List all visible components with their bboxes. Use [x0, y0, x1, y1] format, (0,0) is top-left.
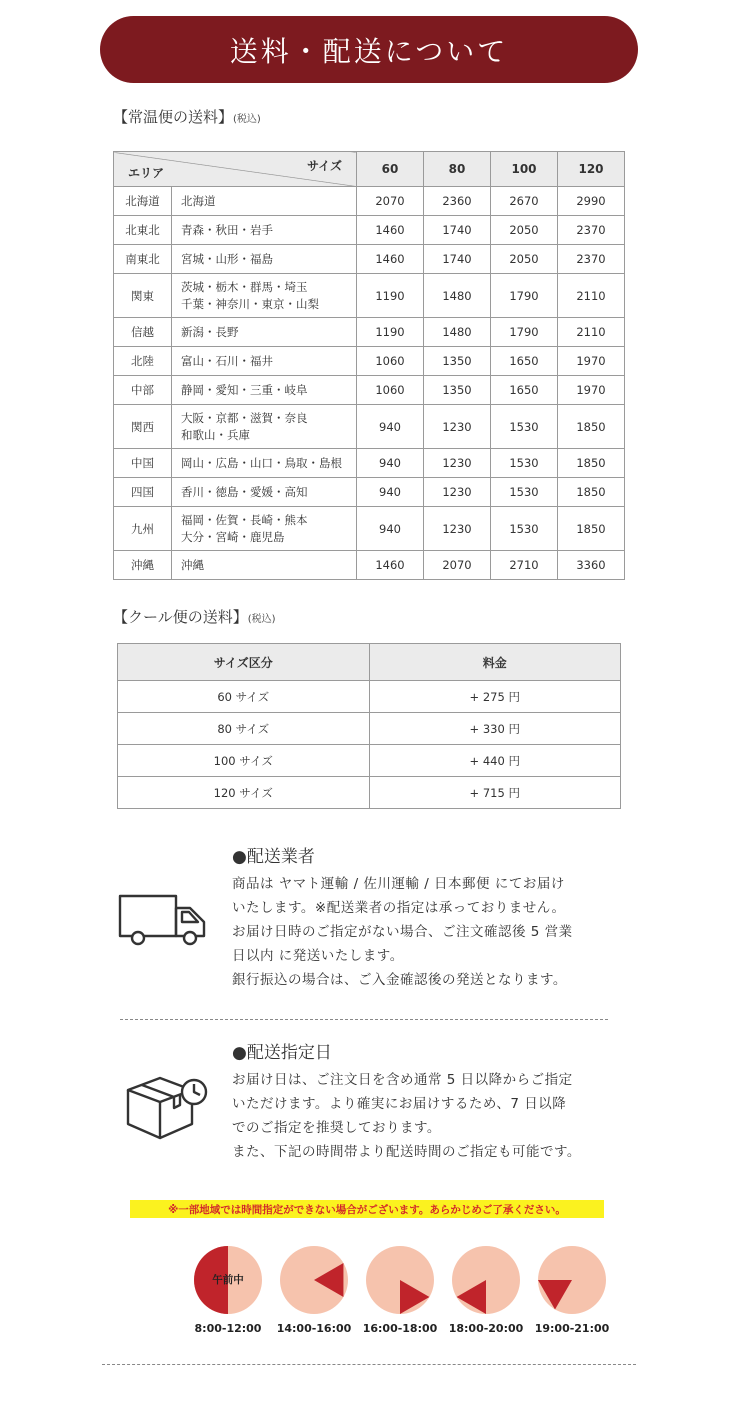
time-slot-clock [279, 1245, 349, 1315]
price-cell: 1850 [558, 449, 625, 478]
price-cell: 1790 [491, 318, 558, 347]
ambient-shipping-table [113, 151, 625, 580]
price-cell: 1230 [424, 507, 491, 551]
table-row [118, 777, 621, 809]
price-cell: 2110 [558, 318, 625, 347]
area-size-header [114, 152, 357, 187]
price-cell: 2050 [491, 245, 558, 274]
table-row [114, 216, 625, 245]
prefecture-cell [172, 245, 357, 274]
cool-section-title [113, 606, 276, 627]
prefecture-line: 香川・徳島・愛媛・高知 [181, 484, 308, 499]
package-clock-icon [122, 1072, 212, 1148]
prefecture-line: 宮城・山形・福島 [181, 251, 273, 266]
price-cell: 1230 [424, 478, 491, 507]
time-slot-clock [193, 1245, 263, 1315]
cool-size-cell: 120 サイズ [118, 777, 370, 809]
delivery-line: でのご指定を推奨しております。 [232, 1120, 441, 1136]
price-cell: 1530 [491, 449, 558, 478]
size-col-100: 100 [491, 152, 558, 187]
table-row [118, 713, 621, 745]
cool-title: 【クール便の送料】 [113, 608, 248, 626]
price-cell: 1190 [357, 318, 424, 347]
table-row [114, 405, 625, 449]
time-designation-notice: ※一部地域では時間指定ができない場合がございます。あらかじめご了承ください。 [130, 1200, 604, 1218]
prefecture-line: 大阪・京都・滋賀・奈良 [181, 410, 308, 425]
prefecture-line: 岡山・広島・山口・鳥取・島根 [181, 455, 342, 470]
price-cell: 1530 [491, 507, 558, 551]
price-cell: 2710 [491, 551, 558, 580]
cool-size-cell: 80 サイズ [118, 713, 370, 745]
price-cell: 1230 [424, 449, 491, 478]
area-cell: 北陸 [114, 347, 172, 376]
price-cell: 2110 [558, 274, 625, 318]
prefecture-cell [172, 318, 357, 347]
table-row [114, 187, 625, 216]
cool-size-cell: 60 サイズ [118, 681, 370, 713]
cool-fee-cell: + 330 円 [369, 713, 621, 745]
price-cell: 1480 [424, 274, 491, 318]
price-cell: 1060 [357, 376, 424, 405]
table-row [114, 449, 625, 478]
prefecture-line: 富山・石川・福井 [181, 353, 273, 368]
morning-badge: 午前中 [212, 1274, 244, 1286]
bottom-divider [102, 1364, 636, 1365]
ambient-tax-note: (税込) [233, 114, 261, 125]
price-cell: 1460 [357, 245, 424, 274]
cool-shipping-table [117, 643, 621, 809]
price-cell: 1060 [357, 347, 424, 376]
carrier-heading: ●配送業者 [232, 847, 315, 867]
ambient-section-title [113, 106, 261, 127]
prefecture-cell [172, 551, 357, 580]
cool-fee-header: 料金 [369, 644, 621, 681]
price-cell: 2360 [424, 187, 491, 216]
price-cell: 940 [357, 478, 424, 507]
time-slot-clock [451, 1245, 521, 1315]
prefecture-cell [172, 478, 357, 507]
time-slot-label: 14:00-16:00 [276, 1322, 352, 1335]
size-col-120: 120 [558, 152, 625, 187]
carrier-line: いたします。※配送業者の指定は承っておりません。 [232, 900, 566, 916]
size-col-80: 80 [424, 152, 491, 187]
time-slot-clock [537, 1245, 607, 1315]
cool-size-cell: 100 サイズ [118, 745, 370, 777]
price-cell: 940 [357, 507, 424, 551]
divider [120, 1019, 608, 1020]
table-row [114, 245, 625, 274]
table-header-row [118, 644, 621, 681]
time-slot-label: 8:00-12:00 [194, 1322, 262, 1335]
price-cell: 1350 [424, 347, 491, 376]
price-cell: 1970 [558, 376, 625, 405]
prefecture-cell [172, 376, 357, 405]
prefecture-line: 茨城・栃木・群馬・埼玉 [181, 279, 308, 294]
carrier-line: 日以内 に発送いたします。 [232, 948, 404, 964]
area-cell: 南東北 [114, 245, 172, 274]
price-cell: 2050 [491, 216, 558, 245]
cool-size-header: サイズ区分 [118, 644, 370, 681]
price-cell: 2370 [558, 245, 625, 274]
prefecture-line: 新潟・長野 [181, 324, 239, 339]
carrier-line: 商品は ヤマト運輸 / 佐川運輸 / 日本郵便 にてお届け [232, 876, 565, 892]
table-row [118, 745, 621, 777]
table-row [118, 681, 621, 713]
time-slot-label: 16:00-18:00 [362, 1322, 438, 1335]
price-cell: 1480 [424, 318, 491, 347]
carrier-line: 銀行振込の場合は、ご入金確認後の発送となります。 [232, 972, 567, 988]
table-header-row [114, 152, 625, 187]
prefecture-line: 沖縄 [181, 557, 204, 572]
prefecture-line: 千葉・神奈川・東京・山梨 [181, 296, 319, 311]
area-cell: 北海道 [114, 187, 172, 216]
price-cell: 1190 [357, 274, 424, 318]
price-cell: 3360 [558, 551, 625, 580]
prefecture-cell [172, 449, 357, 478]
delivery-line: いただけます。より確実にお届けするため、7 日以降 [232, 1096, 567, 1112]
cool-fee-cell: + 275 円 [369, 681, 621, 713]
price-cell: 2070 [424, 551, 491, 580]
price-cell: 1850 [558, 478, 625, 507]
delivery-line: お届け日は、ご注文日を含め通常 5 日以降からご指定 [232, 1072, 573, 1088]
prefecture-line: 大分・宮崎・鹿児島 [181, 529, 285, 544]
price-cell: 1850 [558, 507, 625, 551]
prefecture-cell [172, 405, 357, 449]
price-cell: 2990 [558, 187, 625, 216]
delivery-line: また、下記の時間帯より配送時間のご指定も可能です。 [232, 1144, 581, 1160]
price-cell: 1350 [424, 376, 491, 405]
prefecture-line: 静岡・愛知・三重・岐阜 [181, 382, 308, 397]
price-cell: 940 [357, 449, 424, 478]
time-slot-label: 18:00-20:00 [448, 1322, 524, 1335]
price-cell: 1790 [491, 274, 558, 318]
price-cell: 2370 [558, 216, 625, 245]
area-cell: 沖縄 [114, 551, 172, 580]
prefecture-line: 和歌山・兵庫 [181, 427, 250, 442]
price-cell: 1460 [357, 551, 424, 580]
carrier-line: お届け日時のご指定がない場合、ご注文確認後 5 営業 [232, 924, 573, 940]
area-cell: 中部 [114, 376, 172, 405]
price-cell: 1460 [357, 216, 424, 245]
table-row [114, 274, 625, 318]
cool-fee-cell: + 715 円 [369, 777, 621, 809]
prefecture-cell [172, 187, 357, 216]
delivery-date-description [232, 1068, 581, 1164]
prefecture-line: 青森・秋田・岩手 [181, 222, 273, 237]
price-cell: 940 [357, 405, 424, 449]
price-cell: 1650 [491, 347, 558, 376]
time-slot-clock [365, 1245, 435, 1315]
area-cell: 四国 [114, 478, 172, 507]
price-cell: 1740 [424, 216, 491, 245]
cool-tax-note: (税込) [247, 614, 276, 625]
price-cell: 1530 [491, 478, 558, 507]
price-cell: 1740 [424, 245, 491, 274]
price-cell: 1850 [558, 405, 625, 449]
area-header: エリア [128, 166, 165, 180]
carrier-description [232, 872, 573, 992]
table-row [114, 551, 625, 580]
size-col-60: 60 [357, 152, 424, 187]
price-cell: 2670 [491, 187, 558, 216]
delivery-date-heading: ●配送指定日 [232, 1043, 332, 1063]
table-row [114, 347, 625, 376]
time-slot-label: 19:00-21:00 [534, 1322, 610, 1335]
prefecture-cell [172, 274, 357, 318]
price-cell: 1970 [558, 347, 625, 376]
price-cell: 1530 [491, 405, 558, 449]
prefecture-cell [172, 507, 357, 551]
table-row [114, 318, 625, 347]
table-row [114, 376, 625, 405]
cool-fee-cell: + 440 円 [369, 745, 621, 777]
truck-icon [118, 892, 208, 954]
area-cell: 北東北 [114, 216, 172, 245]
page-title: 送料・配送について [229, 34, 509, 68]
page-banner [100, 16, 638, 83]
size-header: サイズ [306, 159, 342, 173]
prefecture-cell [172, 216, 357, 245]
area-cell: 信越 [114, 318, 172, 347]
prefecture-cell [172, 347, 357, 376]
price-cell: 2070 [357, 187, 424, 216]
area-cell: 関西 [114, 405, 172, 449]
price-cell: 1230 [424, 405, 491, 449]
area-cell: 関東 [114, 274, 172, 318]
area-cell: 九州 [114, 507, 172, 551]
table-row [114, 478, 625, 507]
price-cell: 1650 [491, 376, 558, 405]
ambient-title: 【常温便の送料】 [113, 108, 234, 126]
prefecture-line: 福岡・佐賀・長崎・熊本 [181, 512, 308, 527]
table-row [114, 507, 625, 551]
area-cell: 中国 [114, 449, 172, 478]
prefecture-line: 北海道 [181, 193, 216, 208]
